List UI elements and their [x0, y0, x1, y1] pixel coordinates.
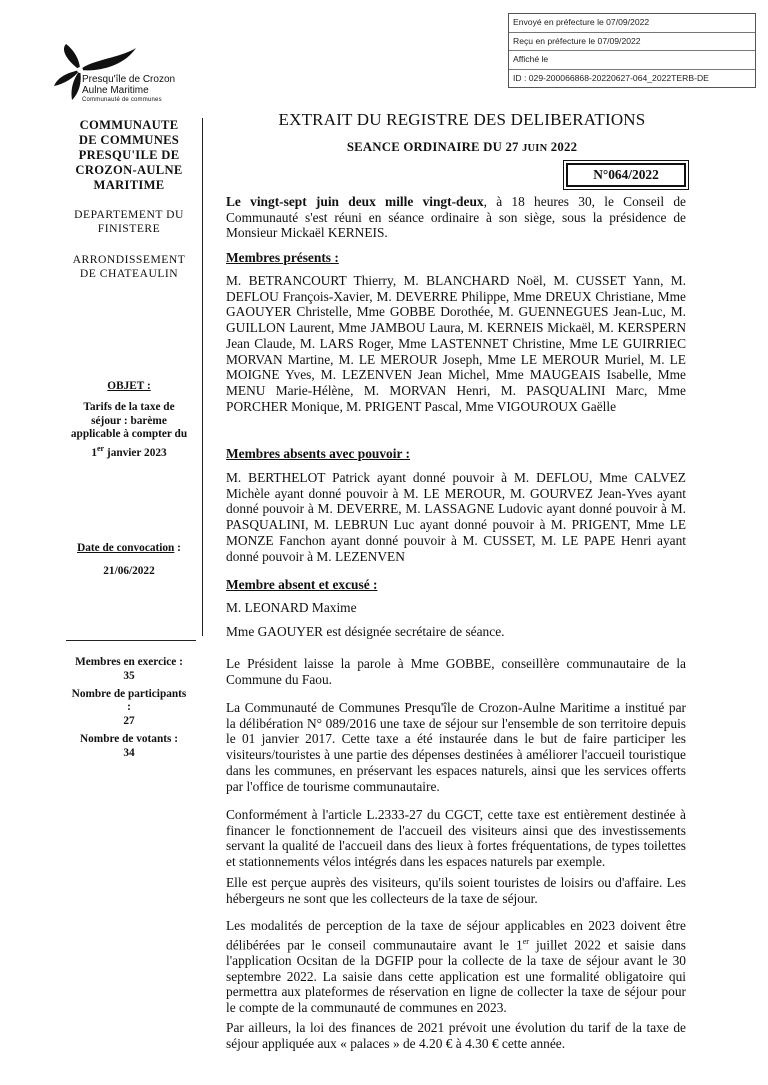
presents-list: M. BETRANCOURT Thierry, M. BLANCHARD Noël, M. CUSSET Yann, M. DEFLOU François-Xavier, M. DEVERRE Philippe, Mme DREUX Christiane, Mme GAOUYER Christelle, Mme GOBBE Dorothée, M. GUENNEGUES Jean-Luc, M. GUILLON Laurent, Mme JAMBOU Laura, M. KERNEIS Mickaël, M. KERSPERN Jean Claude, M. LARS Roger, Mme LASTENNET Christine, Mme LE GUIRRIEC MORVAN Martine, M. LE MEROUR Joseph, Mme LE MEROUR Muriel, M. LE MOIGNE Yves, M. LEZENVEN Jean Michel, Mme MAUGEAIS Isabelle, Mme MENU Marie-Hélène, M. MORVAN Henri, M. PASQUALINI Marc, Mme PORCHER Monique, M. PRIGENT Pascal, Mme VIGOUROUX Gaëlle [226, 273, 686, 414]
logo-line-3: Communauté de communes [82, 97, 162, 103]
absent-excuse-name: M. LEONARD Maxime [226, 600, 357, 615]
presents-heading: Membres présents : [226, 250, 339, 265]
participants-label: Nombre de participants : [71, 687, 187, 714]
convocation-colon: : [174, 542, 181, 554]
paragraph-2: La Communauté de Communes Presqu'île de Crozon-Aulne Maritime a institué par la délibération N° 089/2016 une taxe de séjour sur l'ensemble de son territoire depuis le 01 janvier 2017. Cette taxe a été instaurée dans le but de faire participer les visiteurs/touristes à une partie des dépenses destinées à améliorer l'accueil touristique dans les communes, en préservant les espaces naturels, ainsi que les services offerts par l'office de tourisme communautaire. [226, 700, 686, 794]
paragraph-5-sup: er [522, 936, 529, 946]
secretaire: Mme GAOUYER est désignée secrétaire de séance. [226, 624, 505, 639]
intro-paragraph [226, 194, 686, 241]
convocation-date: 21/06/2022 [103, 564, 155, 577]
intro-bold: Le vingt-sept juin deux mille vingt-deux [226, 194, 484, 209]
prefecture-stamp [508, 13, 756, 88]
stamp-sent: Envoyé en préfecture le 07/09/2022 [509, 14, 755, 33]
objet-text-b: janvier 2023 [104, 446, 167, 459]
logo-line-1: Presqu'île de Crozon [82, 74, 176, 85]
paragraph-6: Par ailleurs, la loi des finances de 2021 prévoit une évolution du tarif de la taxe de séjour appliquée aux « palaces » de 4.20 € à 4.30 € cette année. [226, 1020, 686, 1051]
deliberation-number: N°064/2022 [566, 163, 686, 187]
logo-line-2: Aulne Maritime [82, 85, 149, 96]
absent-excuse-heading: Membre absent et excusé : [226, 577, 378, 592]
subtitle-a: SEANCE ORDINAIRE DU 27 [346, 140, 523, 154]
stamp-id: ID : 029-200066868-20220627-064_2022TERB-DE [513, 72, 709, 83]
objet-label: OBJET : [107, 380, 151, 392]
objet-block [70, 380, 188, 461]
votants-label: Nombre de votants : [79, 732, 178, 745]
session-subtitle [200, 140, 724, 155]
absents-pouvoir-list: M. BERTHELOT Patrick ayant donné pouvoir à M. DEFLOU, Mme CALVEZ Michèle ayant donné pouvoir à M. LE MEROUR, M. GOURVEZ Jean-Yves ayant donné pouvoir à M. DEVERRE, M. LASSAGNE Ludovic ayant donné pouvoir à M. PASQUALINI, M. LEBRUN Luc ayant donné pouvoir à M. PRIGENT, Mme LE MONZE Fanchon ayant donné pouvoir à M. CUSSET, M. LE PAPE Henri ayant donné pouvoir à M. LEZENVEN [226, 470, 686, 564]
convocation-label [70, 542, 188, 556]
objet-sup: er [97, 444, 105, 454]
exercice-label: Membres en exercice : [75, 656, 183, 668]
exercice-value: 35 [123, 669, 135, 682]
subtitle-year: 2022 [547, 140, 578, 154]
convocation-label-text: Date de convocation [77, 542, 175, 554]
intro-rest: , à 18 heures 30, le Conseil de Communauté s'est réuni en séance ordinaire à son siège, sous la présidence de Monsieur Mickaël KERNEIS. [226, 194, 686, 241]
stamp-received: Reçu en préfecture le 07/09/2022 [509, 33, 755, 52]
sidebar [70, 118, 188, 281]
department: DEPARTEMENT DU FINISTERE [74, 208, 184, 235]
logo-text [82, 74, 175, 104]
arrondissement: ARRONDISSEMENT DE CHATEAULIN [72, 253, 186, 280]
document-title: EXTRAIT DU REGISTRE DES DELIBERATIONS [278, 110, 646, 129]
subtitle-month: JUIN [522, 143, 548, 154]
paragraph-5 [226, 918, 686, 1016]
stamp-posted: Affiché le [509, 51, 755, 70]
voting-counts [70, 656, 188, 761]
paragraph-3: Conformément à l'article L.2333-27 du CGCT, cette taxe est entièrement destinée à financer le fonctionnement de l'accueil des visiteurs ainsi que des investissements servant la qualité de l'accueil dans des lieux à fortes fréquentations, de types toilettes et stationnements vélos intégrés dans les espaces naturels par exemple. [226, 807, 686, 870]
objet-text [70, 401, 188, 461]
absents-pouvoir-heading: Membres absents avec pouvoir : [226, 446, 410, 461]
convocation-block [70, 542, 188, 579]
paragraph-5-b: juillet 2022 et saisie dans l'application Ocsitan de la DGFIP pour la collecte de la taxe de séjour avant le 30 septembre 2022. La saisie dans cette application est une formalité obligatoire qui permettra aux plateformes de réservation en ligne de collecter la taxe de séjour pour le compte de la communauté de communes en 2023. [226, 937, 686, 1015]
paragraph-4: Elle est perçue auprès des visiteurs, qu'ils soient touristes de loisirs ou d'affaire. Les hébergeurs ne sont que les collecteurs de la taxe de séjour. [226, 875, 686, 906]
paragraph-5-a: Les modalités de perception de la taxe de séjour applicables en 2023 doivent être délibérées par le conseil communautaire avant le 1 [226, 918, 686, 953]
objet-text-a: Tarifs de la taxe de séjour : barème applicable à compter du 1 [70, 400, 188, 459]
vertical-divider [202, 118, 203, 636]
participants-value: 27 [123, 715, 135, 728]
sidebar-divider [66, 640, 196, 641]
organization-name: COMMUNAUTE DE COMMUNES PRESQU'ILE DE CROZON-AULNE MARITIME [75, 118, 183, 192]
votants-value: 34 [123, 746, 135, 759]
paragraph-1: Le Président laisse la parole à Mme GOBBE, conseillère communautaire de la Commune du Faou. [226, 656, 686, 687]
